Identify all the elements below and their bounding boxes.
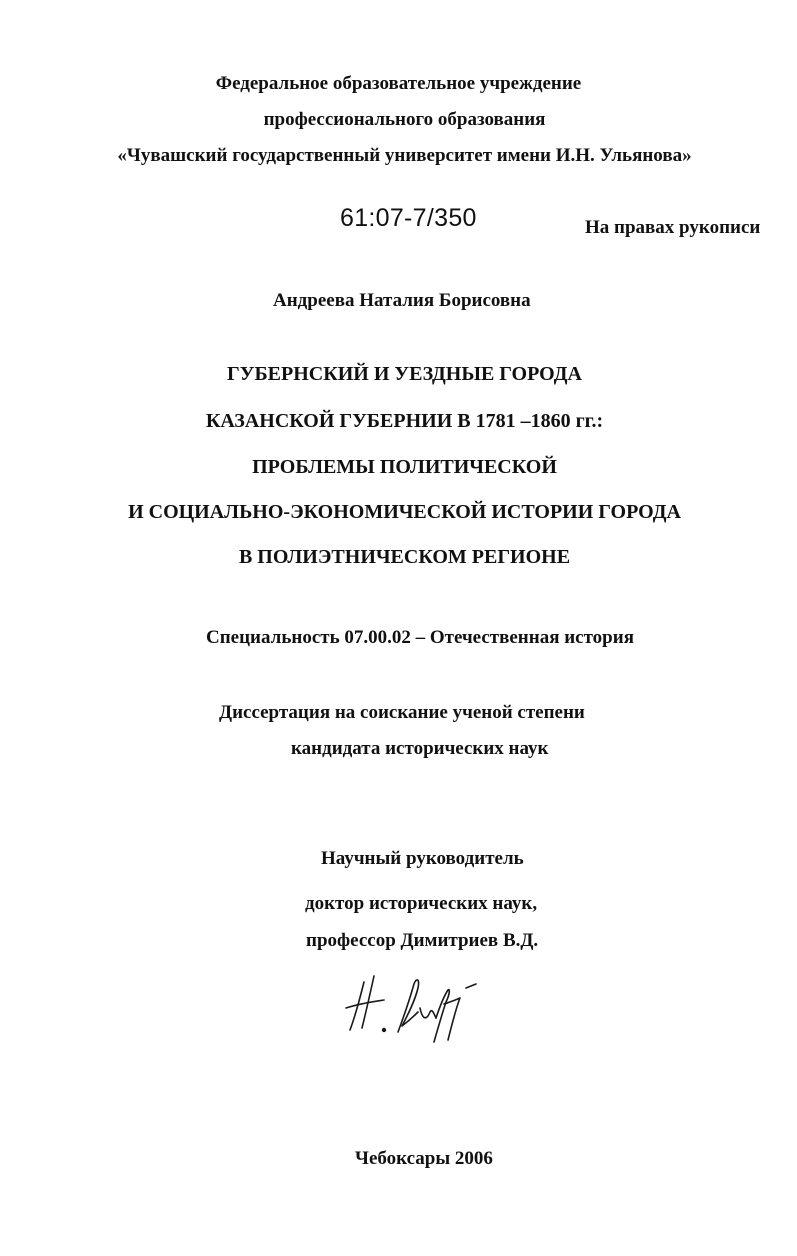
title-line-5: В ПОЛИЭТНИЧЕСКОМ РЕГИОНЕ	[238, 546, 571, 568]
title-line-4: И СОЦИАЛЬНО-ЭКОНОМИЧЕСКОЙ ИСТОРИИ ГОРОДА	[128, 501, 681, 523]
specialty: Специальность 07.00.02 – Отечественная история	[206, 627, 634, 648]
degree-line-1: Диссертация на соискание ученой степени	[219, 702, 585, 723]
catalog-code: 61:07-7/350	[340, 204, 477, 232]
city-year: Чебоксары 2006	[355, 1148, 493, 1169]
rights-note: На правах рукописи	[585, 217, 761, 238]
institution-line-1: Федеральное образовательное учреждение	[215, 73, 582, 94]
supervisor-name: профессор Димитриев В.Д.	[306, 930, 539, 951]
institution-line-2: профессионального образования	[263, 109, 546, 130]
author-name: Андреева Наталия Борисовна	[273, 290, 531, 311]
title-line-1: ГУБЕРНСКИЙ И УЕЗДНЫЕ ГОРОДА	[227, 363, 582, 385]
title-line-3: ПРОБЛЕМЫ ПОЛИТИЧЕСКОЙ	[252, 456, 557, 478]
handwritten-signature	[340, 968, 490, 1048]
title-line-2: КАЗАНСКОЙ ГУБЕРНИИ В 1781 –1860 гг.:	[205, 410, 604, 432]
degree-line-2: кандидата исторических наук	[291, 738, 549, 759]
supervisor-role: Научный руководитель	[321, 848, 524, 869]
institution-line-3: «Чувашский государственный университет имени И.Н. Ульянова»	[117, 145, 692, 166]
supervisor-degree: доктор исторических наук,	[305, 893, 538, 914]
